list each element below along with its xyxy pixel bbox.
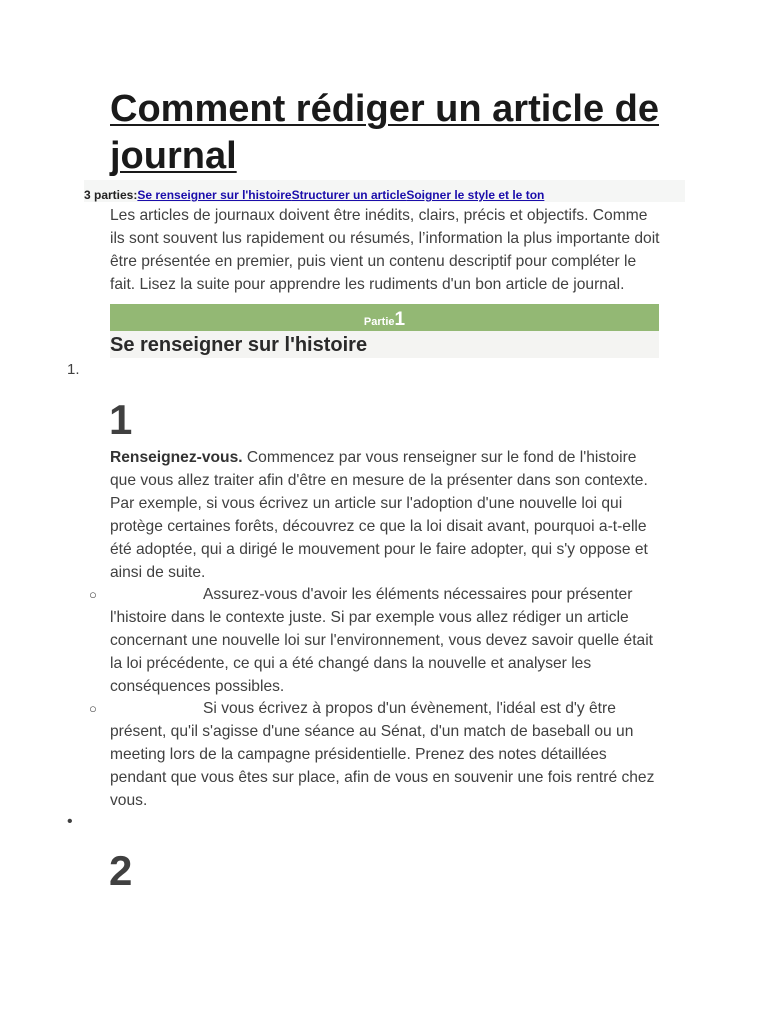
parts-link-structurer[interactable]: Structurer un article [291, 188, 407, 202]
step-lead: Renseignez-vous. [110, 449, 243, 466]
step-number: 1 [109, 396, 133, 443]
parts-link-style[interactable]: Soigner le style et le ton [406, 188, 545, 202]
step-paragraph [110, 446, 656, 584]
part-label: Partie [363, 316, 395, 328]
part-banner [110, 304, 659, 331]
step-body: Commencez par vous renseigner sur le fond de l'histoire que vous allez traiter afin d'être en mesure de la présenter dans son contexte. Par exemple, si vous écrivez un article sur l'adoption d'une nouvelle loi qui protège certaines forêts, découvrez ce que la loi disait avant, pourquoi a-t-elle été adoptée, qui a dirigé le mouvement pour le faire adopter, qui s'y oppose et ainsi de suite. [110, 449, 648, 581]
step-number: 2 [109, 847, 133, 894]
parts-navigation [84, 180, 685, 202]
parts-count-label: 3 parties: [84, 188, 138, 202]
list-number-marker: 1. [67, 361, 80, 378]
section-heading: Se renseigner sur l'histoire [110, 331, 659, 358]
parts-link-renseigner[interactable]: Se renseigner sur l'histoire [137, 188, 292, 202]
circle-bullet-icon: ○ [89, 587, 97, 602]
sub-point: Si vous écrivez à propos d'un évènement, l'idéal est d'y être présent, qu'il s'agisse d'une séance au Sénat, d'un match de baseball ou un meeting lors de la campagne présidentielle. Prenez des notes détaillées pendant que vous êtes sur place, afin de vous en souvenir une fois rentré chez vous. [110, 700, 655, 809]
disc-bullet-icon: • [67, 813, 73, 830]
part-number: 1 [394, 309, 406, 330]
sub-point: Assurez-vous d'avoir les éléments nécessaires pour présenter l'histoire dans le contexte juste. Si par exemple vous allez rédiger un article concernant une nouvelle loi sur l'environnement, vous devez savoir quelle était la loi précédente, ce qui a été changé dans la nouvelle et analyser les conséquences possibles. [110, 586, 654, 695]
circle-bullet-icon: ○ [89, 701, 97, 716]
intro-paragraph: Les articles de journaux doivent être inédits, clairs, précis et objectifs. Comme ils sont souvent lus rapidement ou résumés, l’information la plus importante doit être présentée en premier, puis vient un contenu descriptif pour compléter le fait. Lisez la suite pour apprendre les rudiments d'un bon article de journal. [110, 207, 660, 293]
article-title: Comment rédiger un article de journal [110, 88, 660, 177]
